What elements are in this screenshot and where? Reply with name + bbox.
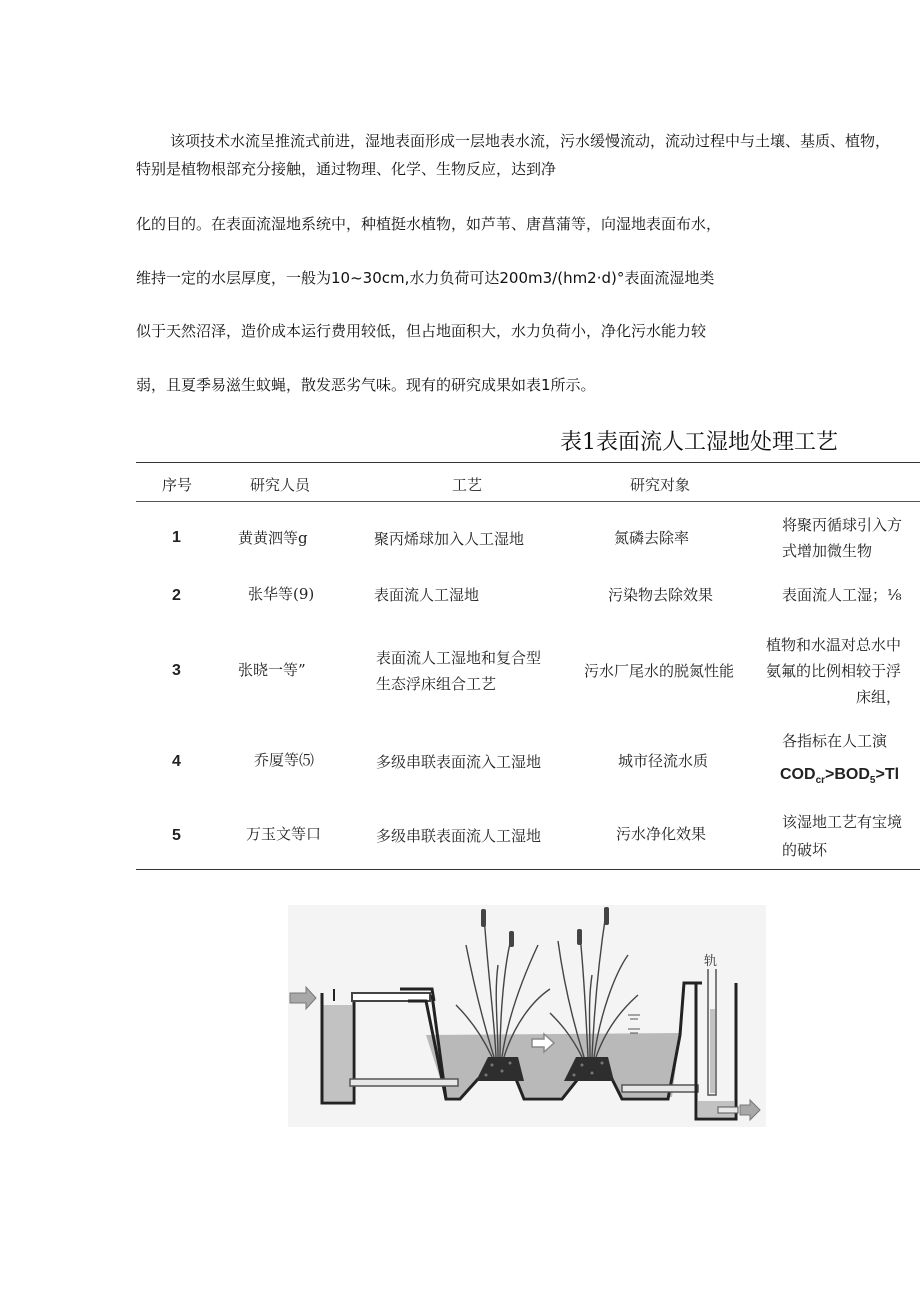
- table-row-4-result-formula: [780, 764, 899, 792]
- bod-subscript: 5: [869, 775, 876, 787]
- table-row-5-result-line1: 该湿地工艺有宝境: [782, 813, 903, 831]
- table-row-4-researcher: 乔厦等⑸: [254, 751, 315, 769]
- table-caption: 表1表面流人工湿地处理工艺: [560, 430, 838, 455]
- bod-text: >BOD: [825, 766, 870, 783]
- table-row-3-researcher: 张晓一等”: [238, 661, 306, 679]
- table-bottom-rule: [136, 869, 920, 870]
- reed-head-2a: [604, 907, 609, 925]
- table-row-2-result-line1: 表面流人工湿；⅛: [782, 586, 902, 604]
- table-row-2-researcher: 张华等(9): [248, 585, 315, 603]
- table-header-process: 工艺: [452, 476, 483, 494]
- table-row-4-no: 4: [172, 753, 181, 770]
- table-header-rule: [136, 501, 920, 502]
- paragraph-line-6: 弱，且夏季易滋生蚊蝇，散发恶劣气味。现有的研究成果如表1所示。: [136, 376, 596, 394]
- table-row-5-object: 污水净化效果: [616, 825, 707, 843]
- inlet-tank-water: [322, 1005, 352, 1101]
- outlet-bottom-pipe: [622, 1085, 698, 1092]
- table-row-3-object: 污水厂尾水的脱氮性能: [584, 662, 735, 680]
- paragraph-line-4: 维持一定的水层厚度，一般为10~30cm,水力负荷可达200m3/(hm2·d)°表面流湿地类: [136, 269, 715, 287]
- reed-head-2b: [577, 929, 582, 945]
- table-row-2-process: 表面流人工湿地: [374, 586, 480, 604]
- table-row-5-no: 5: [172, 827, 181, 844]
- table-row-3-result-line2: 氨氟的比例相较于浮: [766, 662, 902, 680]
- table-row-2-object: 污染物去除效果: [608, 586, 714, 604]
- table-row-5-process: 多级串联表面流人工湿地: [376, 827, 542, 845]
- table-row-1-researcher: 黄黄泗等g: [238, 529, 308, 547]
- table-row-1-result-line1: 将聚丙循球引入方: [782, 516, 903, 534]
- paragraph-line-1: 该项技术水流呈推流式前进，湿地表面形成一层地表水流，污水缓慢流动，流动过程中与土壤、基质、植物，: [170, 132, 891, 150]
- table-row-4-object: 城市径流水质: [618, 752, 709, 770]
- outlet-pipe: [718, 1107, 738, 1113]
- table-row-5-result-line2: 的破坏: [782, 841, 828, 859]
- table-row-3-result-line3: 床组，: [856, 688, 902, 706]
- table-row-1-no: 1: [172, 529, 181, 546]
- table-header-researcher: 研究人员: [250, 476, 311, 494]
- table-header-object: 研究对象: [630, 476, 691, 494]
- paragraph-line-3: 化的目的。在表面流湿地系统中，种植挺水植物，如芦苇、唐菖蒲等，向湿地表面布水，: [136, 215, 722, 233]
- cod-subscript: cr: [815, 775, 826, 787]
- table-row-3-process-line1: 表面流人工湿地和复合型: [376, 649, 542, 667]
- tl-text: >Tl: [875, 766, 900, 783]
- table-row-1-process: 聚丙烯球加入人工湿地: [374, 530, 525, 548]
- paragraph-line-5: 似于天然沼泽，造价成本运行费用较低，但占地面积大，水力负荷小，净化污水能力较: [136, 322, 707, 340]
- reed-head-1a: [481, 909, 486, 927]
- table-row-3-process-line2: 生态浮床组合工艺: [376, 675, 497, 693]
- wetland-diagram: [288, 905, 766, 1127]
- reed-head-1b: [509, 931, 514, 947]
- outlet-standpipe-water: [710, 1009, 715, 1093]
- table-row-1-result-line2: 式增加微生物: [782, 542, 873, 560]
- table-header-no: 序号: [162, 476, 193, 494]
- table-row-3-result-line1: 植物和水温对总水中: [766, 636, 902, 654]
- inlet-bottom-pipe: [350, 1079, 458, 1086]
- table-row-3-no: 3: [172, 662, 181, 679]
- outlet-label: 轨: [704, 954, 718, 969]
- cod-text: COD: [780, 766, 816, 783]
- table-top-rule: [136, 462, 920, 463]
- paragraph-line-2: 特别是植物根部充分接触，通过物理、化学、生物反应，达到净: [136, 160, 557, 178]
- table-row-4-process: 多级串联表面流入工湿地: [376, 753, 542, 771]
- table-row-2-no: 2: [172, 587, 181, 604]
- table-row-1-object: 氮磷去除率: [614, 529, 690, 547]
- table-row-5-researcher: 万玉文等口: [246, 825, 322, 843]
- table-row-4-result-line1: 各指标在人工演: [782, 732, 888, 750]
